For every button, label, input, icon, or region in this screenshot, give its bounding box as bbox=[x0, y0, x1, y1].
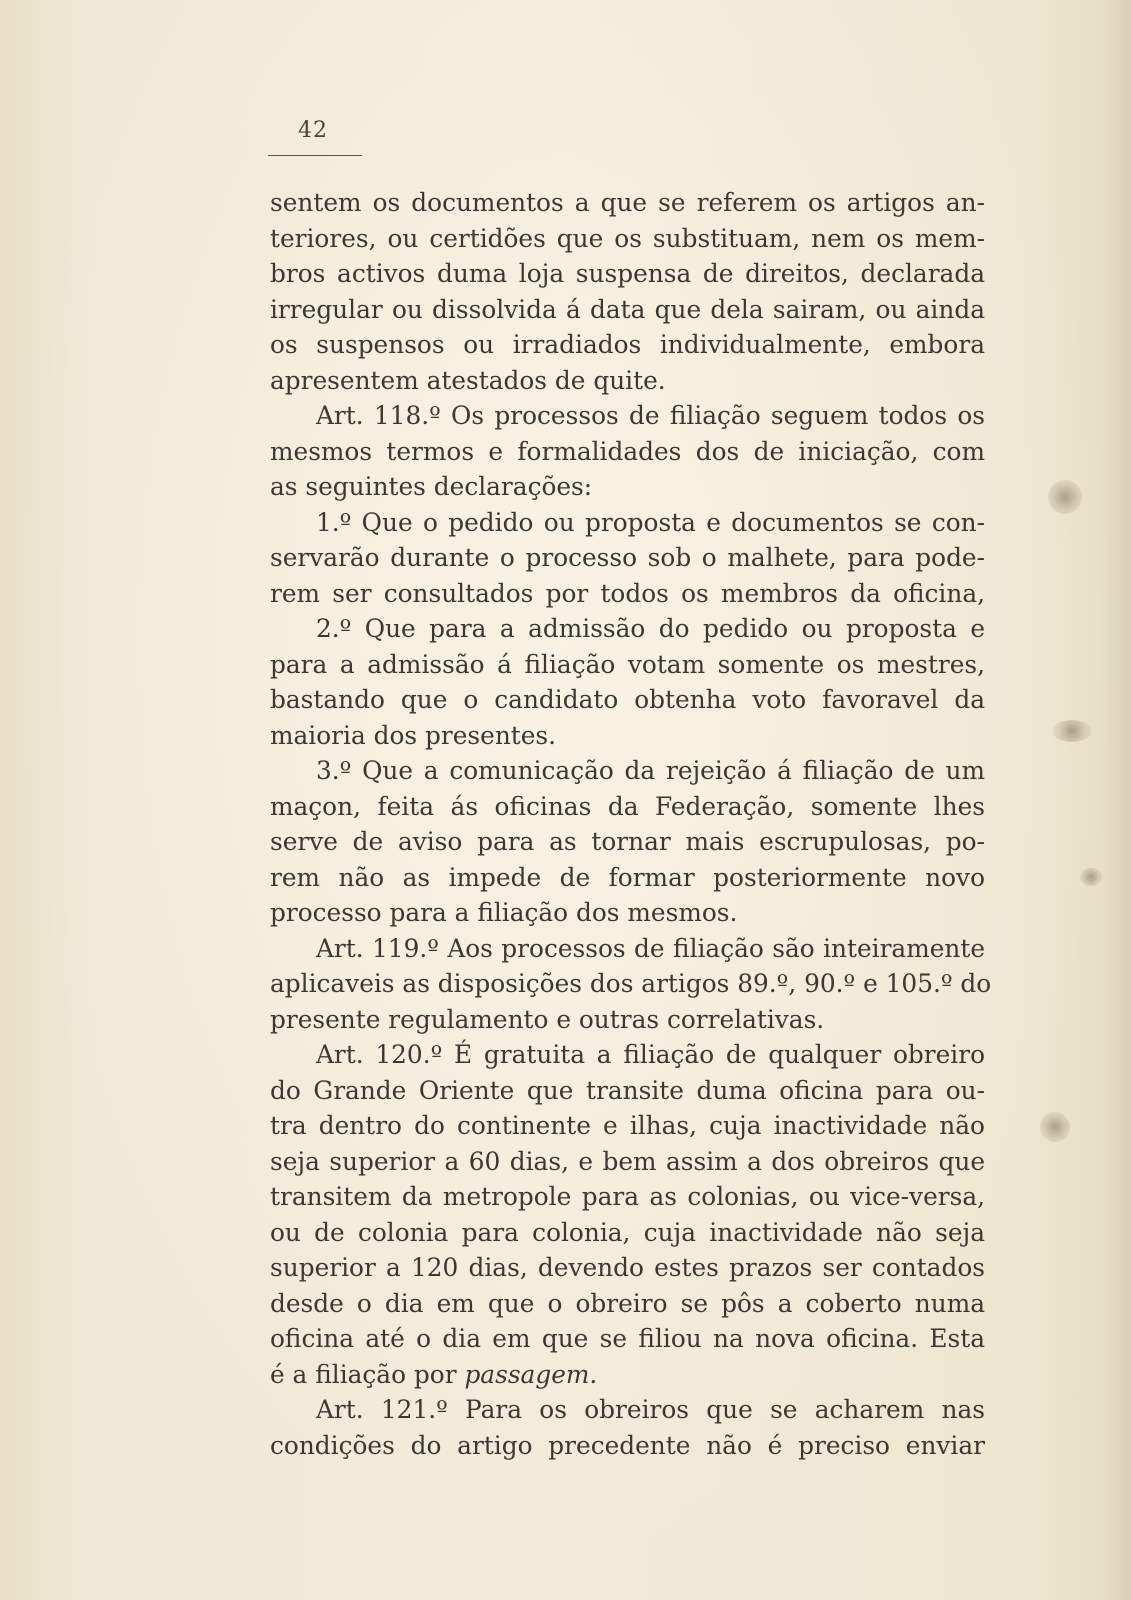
text-line: bastando que o candidato obtenha voto favoravel da bbox=[270, 685, 985, 714]
text-line: irregular ou dissolvida á data que dela sairam, ou ainda bbox=[270, 294, 985, 324]
article-120-line: Art. 120.º É gratuita a filiação de qualquer obreiro bbox=[316, 1040, 985, 1069]
text-line: condições do artigo precedente não é preciso enviar bbox=[270, 1430, 985, 1460]
clause-2-line: 2.º Que para a admissão do pedido ou proposta e bbox=[316, 614, 985, 643]
text-line: serve de aviso para as tornar mais escrupulosas, po- bbox=[270, 827, 985, 856]
clause-1-line: 1.º Que o pedido ou proposta e documentos se con- bbox=[316, 507, 985, 537]
text-segment: é a filiação por bbox=[270, 1359, 457, 1389]
text-line: apresentem atestados de quite. bbox=[270, 365, 666, 395]
text-line: tra dentro do continente e ilhas, cuja inactividade não bbox=[270, 1111, 985, 1140]
text-line: presente regulamento e outras correlativas. bbox=[270, 1004, 825, 1034]
text-line: as seguintes declarações: bbox=[270, 472, 593, 501]
page-edge-shadow bbox=[1101, 0, 1131, 1600]
article-121-line: Art. 121.º Para os obreiros que se acharem nas bbox=[316, 1395, 985, 1424]
paper-stain bbox=[1048, 480, 1082, 514]
text-line: superior a 120 dias, devendo estes prazos ser contados bbox=[270, 1253, 985, 1282]
text-line: ou de colonia para colonia, cuja inactividade não seja bbox=[270, 1217, 985, 1247]
text-line: processo para a filiação dos mesmos. bbox=[270, 898, 738, 927]
text-line: maioria dos presentes. bbox=[270, 720, 557, 750]
text-line: transitem da metropole para as colonias, ou vice-versa, bbox=[270, 1182, 985, 1211]
text-line: sentem os documentos a que se referem os artigos an- bbox=[270, 188, 985, 217]
article-119-line: Art. 119.º Aos processos de filiação são inteiramente bbox=[316, 933, 985, 963]
text-line: aplicaveis as disposições dos artigos 89.º, 90.º e 105.º do bbox=[270, 969, 992, 998]
header-rule bbox=[268, 155, 362, 156]
text-line: bros activos duma loja suspensa de direitos, declarada bbox=[270, 259, 985, 288]
body-text bbox=[270, 185, 992, 1463]
text-line: os suspensos ou irradiados individualmente, embora bbox=[270, 330, 985, 359]
text-line: maçon, feita ás oficinas da Federação, somente lhes bbox=[270, 791, 985, 821]
paper-stain bbox=[1052, 720, 1092, 742]
text-line: mesmos termos e formalidades dos de iniciação, com bbox=[270, 436, 985, 466]
text-line: para a admissão á filiação votam somente os mestres, bbox=[270, 649, 985, 679]
italic-term: passagem. bbox=[464, 1359, 598, 1389]
text-line: servarão durante o processo sob o malhete, para pode- bbox=[270, 543, 985, 572]
text-line: seja superior a 60 dias, e bem assim a dos obreiros que bbox=[270, 1146, 985, 1176]
paper-stain bbox=[1080, 868, 1102, 886]
text-line-with-italic bbox=[270, 1357, 985, 1393]
page-number: 42 bbox=[298, 118, 328, 143]
text-line: rem não as impede de formar posteriormente novo bbox=[270, 862, 985, 892]
clause-3-line: 3.º Que a comunicação da rejeição á filiação de um bbox=[316, 756, 985, 785]
article-118-line: Art. 118.º Os processos de filiação seguem todos os bbox=[316, 401, 985, 430]
text-line: desde o dia em que o obreiro se pôs a coberto numa bbox=[270, 1288, 985, 1318]
text-line: oficina até o dia em que se filiou na nova oficina. Esta bbox=[270, 1324, 985, 1353]
text-line: rem ser consultados por todos os membros da oficina, bbox=[270, 578, 985, 608]
text-line: do Grande Oriente que transite duma oficina para ou- bbox=[270, 1075, 985, 1105]
paper-stain bbox=[1040, 1112, 1070, 1142]
text-line: teriores, ou certidões que os substituam, nem os mem- bbox=[270, 223, 985, 253]
